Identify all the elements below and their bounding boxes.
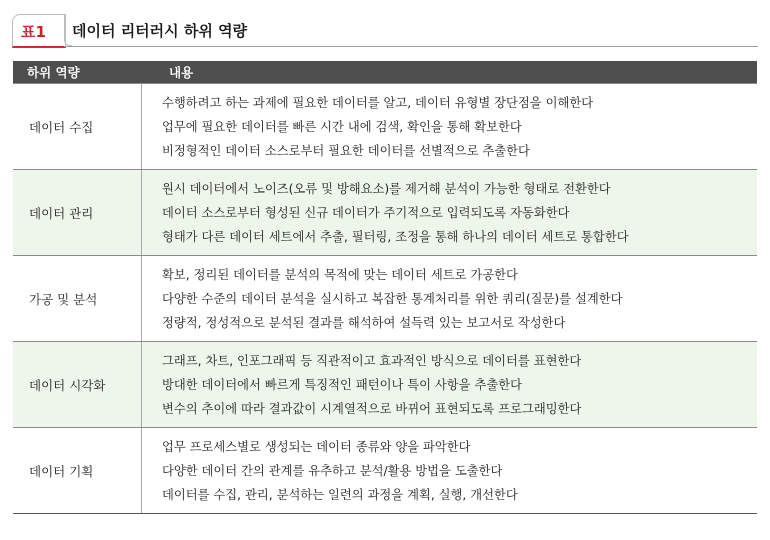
row-item: 그래프, 차트, 인포그래픽 등 직관적이고 효과적인 방식으로 데이터를 표현한다 <box>162 354 582 368</box>
table-row <box>13 341 757 427</box>
row-item: 확보, 정리된 데이터를 분석의 목적에 맞는 데이터 세트로 가공한다 <box>162 268 518 282</box>
row-category: 데이터 관리 <box>29 205 94 221</box>
header-content: 내용 <box>169 65 194 80</box>
table-row <box>13 427 757 513</box>
row-item: 정량적, 정성적으로 분석된 결과를 해석하여 설득력 있는 보고서로 작성한다 <box>162 316 566 330</box>
table-title: 데이터 리터러시 하위 역량 <box>72 22 248 40</box>
table-row <box>13 169 757 255</box>
row-item: 원시 데이터에서 노이즈(오류 및 방해요소)를 제거해 분석이 가능한 형태로 전환한다 <box>162 182 611 196</box>
row-item: 방대한 데이터에서 빠르게 특징적인 패턴이나 특이 사항을 추출한다 <box>162 378 522 392</box>
row-category: 가공 및 분석 <box>29 291 98 307</box>
row-item: 다양한 수준의 데이터 분석을 실시하고 복잡한 통계처리를 위한 쿼리(질문)를 설계한다 <box>162 292 623 306</box>
row-item: 업무 프로세스별로 생성되는 데이터 종류와 양을 파악한다 <box>162 440 471 454</box>
row-item: 수행하려고 하는 과제에 필요한 데이터를 알고, 데이터 유형별 장단점을 이해한다 <box>162 96 594 110</box>
row-category: 데이터 수집 <box>29 119 94 135</box>
table-number-tab <box>12 14 66 48</box>
header-category: 하위 역량 <box>27 65 80 80</box>
table-header-row <box>13 61 757 83</box>
row-item: 업무에 필요한 데이터를 빠른 시간 내에 검색, 확인을 통해 확보한다 <box>162 120 522 134</box>
table-row <box>13 83 757 169</box>
table-number-label: 표1 <box>21 23 46 41</box>
row-item: 다양한 데이터 간의 관계를 유추하고 분석/활용 방법을 도출한다 <box>162 464 503 478</box>
row-items <box>141 84 757 169</box>
table-row <box>13 255 757 341</box>
row-item: 변수의 추이에 따라 결과값이 시계열적으로 바뀌어 표현되도록 프로그래밍한다 <box>162 402 582 416</box>
row-items <box>141 256 757 341</box>
row-category: 데이터 기획 <box>29 463 94 479</box>
row-item: 형태가 다른 데이터 세트에서 추출, 필터링, 조정을 통해 하나의 데이터 세트로 통합한다 <box>162 230 629 244</box>
caption-divider-corner <box>64 14 72 46</box>
table-caption <box>12 8 758 48</box>
competency-table <box>13 61 757 514</box>
row-item: 데이터 소스로부터 형성된 신규 데이터가 주기적으로 입력되도록 자동화한다 <box>162 206 570 220</box>
row-item: 비정형적인 데이터 소스로부터 필요한 데이터를 선별적으로 추출한다 <box>162 144 530 158</box>
row-items <box>141 428 757 513</box>
caption-divider <box>64 46 758 47</box>
row-category: 데이터 시각화 <box>29 377 106 393</box>
row-items <box>141 342 757 427</box>
row-items <box>141 170 757 255</box>
row-item: 데이터를 수집, 관리, 분석하는 일련의 과정을 계획, 실행, 개선한다 <box>162 488 518 502</box>
